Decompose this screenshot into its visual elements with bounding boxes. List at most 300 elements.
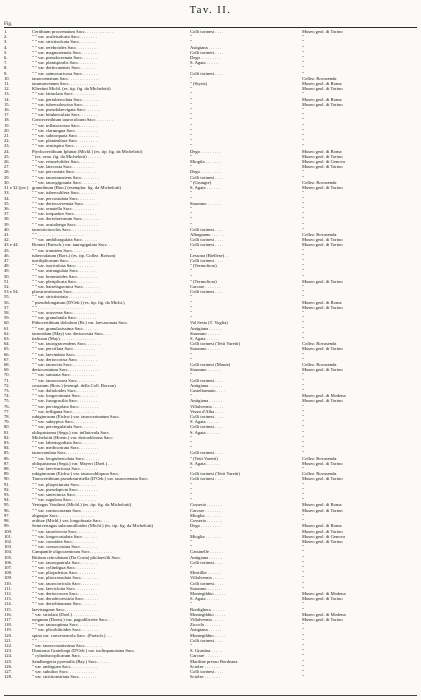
species-name: Sandbergeria pyrenulla (Bay.) Sacc. . . . . . [32, 658, 110, 664]
collection: " [302, 377, 304, 383]
species-name: " " var. suturata Sacc. . . . . . . . . . . [32, 372, 95, 378]
locality: Colli torinesi . . . . [190, 70, 224, 76]
species-name: " " var. transiens Sacc. . . . . . . . . . [32, 247, 94, 253]
collection: " [302, 466, 304, 472]
locality: Colli torinesi . . . . [190, 289, 224, 295]
figure-number: 42. [4, 237, 10, 243]
species-name: italicum (May). . . . . . . . . . . . . . . . [32, 335, 96, 341]
figure-number: 75. [4, 398, 10, 404]
species-name: aliguajar Sacc. . . . . . . . . . . . . . . . [32, 512, 94, 518]
figure-number: 52. [4, 283, 10, 289]
figure-number: 48. [4, 263, 10, 269]
locality: Astigiana . . . . . . [190, 44, 222, 50]
locality: Colli torinesi . . . . [190, 174, 224, 180]
locality: " [190, 39, 192, 45]
figure-number: 71. [4, 377, 10, 383]
collection: Museo geol. di Roma [302, 148, 342, 154]
locality: Montegibbio . . . . . [190, 632, 226, 638]
locality: " [190, 492, 192, 498]
species-name: Ptychocerithium Iphinai (Michl.) (es. tip. fig. da Michelotti) [32, 148, 143, 154]
figure-number: 90. [4, 476, 10, 482]
collection: " [302, 668, 304, 674]
species-name: " " var. longocostalata Sacc. . . . . . . [32, 533, 98, 539]
figure-number: 65. [4, 346, 10, 352]
figure-number: 88. [4, 466, 10, 472]
figure-number: 12. [4, 86, 10, 92]
species-name: Cerithium procrenatum Sacc. . . . . . . . . . . . . [32, 29, 114, 34]
species-name: tuberculatum (Bors.) (es. tip. Collez. Borson) [32, 252, 116, 258]
locality: " [190, 299, 192, 305]
species-name: " " var. fusogracilia Sacc. . . . . . . . . [32, 398, 97, 404]
collection: " [302, 190, 304, 196]
figure-number: 127. [4, 668, 13, 674]
locality: " [190, 538, 192, 544]
species-name: " " var. conoidea Sacc. . . . . . . . . . [32, 538, 95, 544]
collection: " [302, 429, 304, 435]
collection: Museo geol. di Torino [302, 304, 343, 310]
species-name: " cylindracoplicatum Sacc. . . . . . . . . . [32, 653, 103, 659]
species-name: rubiginosum (Eichw.) var. taurocarinatum Sacc. [32, 414, 120, 420]
figure-number: 87. [4, 460, 10, 466]
figure-number: 5. [4, 49, 8, 55]
collection: Museo geol. di Roma [302, 523, 342, 529]
locality: " [190, 86, 192, 92]
species-name: " " var. dertobitaurata Sacc. . . . . . . [32, 601, 97, 607]
locality: S. Giustina . . . . . [190, 648, 222, 654]
locality: Montegibbio . . . . . [190, 611, 226, 617]
locality: " [190, 91, 192, 97]
locality: " [190, 481, 192, 487]
locality: " [190, 356, 192, 362]
species-name: dertocostatum Sacc. . . . . . . . . . . . . . [32, 367, 99, 373]
locality: Cosseria . . . . . . . [190, 518, 222, 524]
species-name: Micheloitti (Hoern.) var. dertoobloona Sacc. [32, 434, 114, 440]
species-name: granulinum (Bon.) (esemplar. fig. da Michelotti) [32, 185, 122, 191]
locality: " (Termofiora) [190, 278, 217, 284]
species-name: " " var. taurocrosea Sacc. . . . . . . . . [32, 377, 97, 383]
locality: " [190, 393, 192, 399]
locality: " [190, 528, 192, 534]
species-name: " " var. tuberculifera Sacc. . . . . . . . [32, 190, 97, 196]
figure-number: 117. [4, 616, 12, 622]
figure-number: 41. [4, 231, 10, 237]
locality: Colli torinesi . . . . [190, 237, 224, 243]
locality: Villalvernia . . . . . [190, 616, 224, 622]
collection: " [302, 481, 304, 487]
collection: " [302, 283, 304, 289]
species-name: " " var. taurotransiens Sacc. . . . . . . . [32, 174, 99, 180]
figure-number: 124. [4, 653, 13, 659]
species-name: obliquistoma (Segu.) var. inflatovala Sacc. [32, 429, 111, 435]
figure-number: 102. [4, 538, 13, 544]
locality: Colli torinesi . . . . [190, 637, 224, 643]
collection: Museo geol. di Torino [302, 616, 343, 622]
locality: Cosseria . . . . . . . [190, 502, 222, 508]
locality: Albugnano . . . . . . [190, 231, 225, 237]
species-name: " " var. pliocrassulata Sacc. . . . . . . . [32, 575, 99, 581]
species-name: taurotriciocolos Sacc. . . . . . . . . . . . . [32, 226, 100, 232]
locality: Villalvernia . . . . . [190, 403, 224, 409]
species-name: " " var. pseudocrenata Sacc. . . . . . . [32, 55, 97, 61]
figure-number: 22. [4, 138, 10, 144]
fig-column-header: Fig. [4, 21, 13, 27]
species-name: " var. taurocostatissima Sacc. . . . . . . . [32, 642, 102, 648]
locality: Mioglia . . . . . . . [190, 512, 221, 518]
species-name: " " var. latecosta Sacc. . . . . . . . . . [32, 164, 94, 170]
collection: Museo geol. di Modena [302, 590, 346, 596]
species-name: " " var. crassocostata Sacc. . . . . . . . [32, 544, 98, 550]
species-name: Kliestini Michl. (es. tip. fig. da Michelotti) [32, 86, 111, 92]
collection: " [302, 382, 304, 388]
collection: " [302, 138, 304, 144]
figure-number: 98. [4, 518, 10, 524]
collection: " [302, 268, 304, 274]
locality: Colli torinesi . . . . [190, 476, 224, 482]
locality: " [190, 153, 192, 159]
locality: " [190, 440, 192, 446]
figure-number: 26. [4, 159, 10, 165]
species-name: " " var. percingulatula Sacc. . . . . . . [32, 424, 97, 430]
species-name: " " var. pseudopicta Sacc. . . . . . . . . [32, 486, 98, 492]
figure-number: 120. [4, 632, 13, 638]
locality: " [190, 190, 192, 196]
species-name: " " var. dertocoscen Sacc. . . . . . . . . [32, 590, 98, 596]
locality: " (Tetti Varetti) [190, 455, 218, 461]
figure-number: 47. [4, 257, 10, 263]
collection: Collez. Rovasenda [302, 341, 337, 347]
species-name: " " var. laberisgodiata Sacc. . . . . . . [32, 440, 97, 446]
collection: " [302, 335, 304, 341]
locality: Colli torinesi . . . . [190, 49, 224, 55]
collection: " [302, 497, 304, 503]
locality: Antigiana . . . . . . [190, 554, 222, 560]
figure-number: 15. [4, 101, 10, 107]
collection: " [302, 564, 304, 570]
figure-number: 21. [4, 133, 10, 139]
collection: Museo geol. di Roma [302, 299, 342, 305]
collection: " [302, 205, 304, 211]
locality: Lessona (Biellese) . . [190, 252, 229, 258]
figure-number: 14. [4, 96, 10, 102]
collection: " [302, 674, 304, 680]
locality: Carcare . . . . . . . [190, 507, 221, 513]
locality: Sciolze . . . . . . . [190, 674, 220, 680]
species-name: " " var. cylindrgua Sacc. . . . . . . . . [32, 564, 95, 570]
figure-number: 122. [4, 642, 13, 648]
figure-number: 35. [4, 200, 10, 206]
species-name: " (es. orna. fig. da Michelotti) . . . . . . [32, 153, 101, 159]
figure-number: 107. [4, 564, 13, 570]
locality: Colli torinesi . . . . [190, 29, 224, 34]
figure-number: 19. [4, 122, 10, 128]
species-name: " var. strictionstriata Sacc. . . . . . . . [32, 674, 97, 680]
species-name: " " var. taurogigounia Sacc. . . . . . . . [32, 179, 99, 185]
figure-number: 9. [4, 70, 8, 76]
species-name: " var. ambiguea Sacc. . . . . . . . . . . . [32, 663, 98, 669]
species-name: taurosdum (May) var. dertocostia Sacc. . . . [32, 330, 112, 336]
species-name: " " var. torquatior Sacc. . . . . . . . . . [32, 211, 96, 217]
figure-number: 121. [4, 637, 13, 643]
figure-number: 58. [4, 309, 10, 315]
locality: " [190, 143, 192, 149]
species-name: " " var. inflatocrosea Sacc. . . . . . . . [32, 122, 97, 128]
figure-number: 114. [4, 601, 12, 607]
locality: Vezza d'Alba . . . . [190, 408, 224, 414]
collection: Museo geol. di Torino [302, 476, 343, 482]
collection: " [302, 445, 304, 451]
figure-number: 91. [4, 481, 10, 487]
figure-number: 34. [4, 195, 10, 201]
collection: Collez. Rovasenda [302, 179, 337, 185]
locality: Ziccola . . . . . . . [190, 622, 220, 628]
collection: " [302, 351, 304, 357]
species-name: " " var. ornatella Sacc. . . . . . . . . . [32, 205, 94, 211]
locality: Colli torinesi . . . . [190, 559, 224, 565]
figure-number: 78. [4, 414, 10, 420]
species-name: " " var. laevicloita Sacc. . . . . . . . . [32, 585, 95, 591]
species-name: Vertagus Vouthosi (Michl.) (es. tip. fig. da Michelotti) [32, 502, 132, 508]
locality: Villalvernia . . . . . [190, 575, 224, 581]
locality: Colli torinesi . . . . [190, 580, 224, 586]
locality: " [190, 96, 192, 102]
collection: Museo geol. di Genova [302, 533, 345, 539]
species-name: " " var. acusveza Sacc. . . . . . . . . . . [32, 309, 97, 315]
collection: " [302, 112, 304, 118]
species-name: " " . . . . . . . . . . . . . . . . . . . . [32, 637, 83, 643]
species-name: " " var. latiuclata Sacc. . . . . . . . . . [32, 91, 95, 97]
collection: " [302, 653, 304, 659]
collection: " [302, 169, 304, 175]
collection: " [302, 434, 304, 440]
figure-number: 7. [4, 60, 8, 66]
locality: Antigiana . . . . . . [190, 382, 222, 388]
locality: S. Agata . . . . . . [190, 460, 220, 466]
collection: " [302, 289, 304, 295]
species-name: " " var. percostulata Sacc. . . . . . . . [32, 195, 96, 201]
collection: " [302, 44, 304, 50]
locality: S. Agata . . . . . . [190, 419, 220, 425]
species-name: Campanile oligocaenicum Sacc. . . . . . . . . . [32, 549, 112, 555]
figure-number: 106. [4, 559, 13, 565]
locality: " [190, 601, 192, 607]
species-name: " " var. tauroquatrula Sacc. . . . . . . . [32, 559, 98, 565]
figure-number: 1. [4, 29, 8, 34]
collection: " [302, 330, 304, 336]
figure-number: 28. [4, 169, 10, 175]
legend-row [0, 674, 421, 679]
locality: Carcare . . . . . . . [190, 283, 221, 289]
species-name: " " var. percingolata Sacc. . . . . . . . . [32, 403, 99, 409]
species-name: " " var. pertubercolata Sacc. . . . . . . . [32, 96, 100, 102]
header-rule [4, 27, 417, 28]
collection: Museo geol. di Torino [302, 101, 343, 107]
locality: " [190, 34, 192, 40]
locality: Stazzano . . . . . . [190, 346, 221, 352]
locality: Colli torinesi (Monte) [190, 362, 231, 367]
figure-number: 95. [4, 502, 10, 508]
locality: Colli torinesi . . . . [190, 450, 224, 456]
figure-number: 97. [4, 512, 10, 518]
collection: Collez. Rovasenda [302, 362, 337, 367]
collection: " [302, 570, 304, 576]
species-name: " " var. ambiliragulata Sacc. . . . . . . [32, 237, 98, 243]
figure-number: 68. [4, 362, 10, 367]
figure-number: 61. [4, 325, 10, 331]
locality: Colli torinesi . . . . [190, 257, 224, 263]
collection: " [302, 492, 304, 498]
collection: " [302, 70, 304, 76]
collection: Museo geol. di Modena [302, 393, 346, 399]
species-name: " " var. aculeisulcata Sacc. . . . . . . . [32, 34, 97, 40]
collection: " [302, 91, 304, 97]
collection: Museo geol. di Torino [302, 367, 343, 373]
species-name: Bittium reticulatum (Da Costa) pliolaevilli Sacc. [32, 554, 122, 560]
species-name: " pseudolongatum (D'Orb.) (es. tip. fig. da Micht.) [32, 299, 125, 305]
figure-number: 126. [4, 663, 13, 669]
locality: Sciolze . . . . . . . [190, 663, 220, 669]
species-name: taurmarvenum Sacc. . . . . . . . . . . . . . [32, 81, 100, 87]
species-name: Concecerithium taurocoloum Sacc. . . . . . . . [32, 117, 113, 123]
figure-number: 50. [4, 273, 10, 279]
figure-number: 128. [4, 674, 13, 680]
collection: " [302, 315, 304, 321]
figure-number: 110. [4, 580, 12, 586]
collection: " [302, 606, 304, 612]
species-name: " " var. acutispira Sacc. . . . . . . . . . [32, 143, 96, 149]
figure-number: 100. [4, 528, 13, 534]
locality: " [190, 164, 192, 170]
collection: Museo geol. di Roma [302, 502, 342, 508]
locality: Colli torinesi . . . . [190, 377, 224, 383]
collection: Museo geol. di Torino [302, 185, 343, 191]
collection: " [302, 632, 304, 638]
species-name: " " var. bituberculata Sacc. . . . . . . . [32, 112, 97, 118]
figure-number: 99. [4, 523, 10, 529]
figure-number: 125. [4, 658, 13, 664]
locality: " [190, 65, 192, 71]
plate-legend-list [0, 29, 421, 679]
species-name: Bronni (Partsch.) var. taurogigulata Sacc. . . [32, 242, 113, 248]
locality: S. Agata . . . . . . [190, 60, 220, 66]
collection: Museo geol. di Torino [302, 538, 343, 544]
collection: Collez. Rovasenda [302, 455, 337, 461]
figure-number: 25. [4, 153, 10, 159]
figure-number: 69. [4, 367, 10, 373]
locality: " [190, 133, 192, 139]
locality: Colli torinesi . . . . [190, 414, 224, 420]
locality: Castellarmato . . . . [190, 388, 225, 394]
collection: " [302, 294, 304, 300]
figure-number: 101. [4, 533, 13, 539]
figure-number: 112. [4, 590, 12, 596]
species-name: " " var. pliopicturata Sacc. . . . . . . . [32, 481, 97, 487]
figure-number: 49. [4, 268, 10, 274]
species-name: taurocrenatum Sacc. . . . . . . . . . . . . . [32, 75, 100, 81]
locality: Stazzano . . . . . . [190, 200, 221, 206]
figure-number: 30. [4, 179, 10, 185]
species-name: obliquistoma (Segu.) var. Mayeri (Doel.) . . [32, 460, 112, 466]
locality: Dego . . . . . . . . . [190, 523, 221, 529]
figure-number: 57. [4, 304, 10, 310]
collection: " [302, 580, 304, 586]
species-name: orditae (Michl.) var. longofusata Sacc. . . . [32, 518, 110, 524]
species-name: " var. striolata (Doel.) . . . . . . . . . . [32, 611, 95, 617]
collection: " [302, 388, 304, 394]
locality: Stazzano . . . . . . [190, 330, 221, 336]
species-name: " " var. turriculosa Sacc. . . . . . . . [32, 263, 93, 269]
locality: " [190, 221, 192, 227]
collection: " [302, 549, 304, 555]
figure-number: 72. [4, 382, 10, 388]
species-name: " " var. clarumgua Sacc. . . . . . . . . . [32, 127, 97, 133]
species-name: " " var. laevindata Sacc. . . . . . . . . . [32, 351, 97, 357]
figure-number: 2. [4, 34, 8, 40]
species-name: " " var. infligana Sacc. . . . . . . . . . [32, 408, 94, 414]
locality: " [190, 564, 192, 570]
figure-number: 74. [4, 393, 10, 399]
figure-number: 84. [4, 445, 10, 451]
collection: " [302, 39, 304, 45]
figure-number: 116. [4, 611, 12, 617]
locality: " [190, 497, 192, 503]
figure-number: 109. [4, 575, 13, 581]
species-name: Tiarocerithium pseudoturritella (D'Orb.) var. taurocrenata Sacc. [32, 476, 149, 482]
species-name: " " var. subtorquata Sacc. . . . . . . . . . [32, 133, 100, 139]
species-name: " " var. retusefolides Sacc. . . . . . . . [32, 159, 97, 165]
figure-number: 51. [4, 278, 10, 284]
figure-number: 123. [4, 648, 13, 654]
locality: " [190, 122, 192, 128]
collection: " [302, 143, 304, 149]
locality: " [190, 107, 192, 113]
species-name: " " var. longocrtniuta Sacc. . . . . . . . [32, 393, 98, 399]
locality: Cassinelle . . . . . . [190, 549, 223, 555]
figure-number: 24. [4, 148, 10, 154]
figure-number: 60. [4, 320, 10, 326]
collection: Museo geol. di Torino [302, 528, 343, 534]
collection: " [302, 356, 304, 362]
collection: " [302, 263, 304, 269]
collection: " [302, 273, 304, 279]
collection: Collez. Rovasenda [302, 75, 337, 81]
species-name: Diastoma Grateloupi (D'Orb.) var. inclinpanoisina Sacc. [32, 648, 136, 654]
figure-number: 77. [4, 408, 10, 414]
figure-number: 38. [4, 216, 10, 222]
figure-number: 37. [4, 211, 10, 217]
species-name: " " var. sintecincta Sacc. . . . . . . . . [32, 492, 95, 498]
collection: Collez. Rovasenda [302, 471, 337, 477]
figure-number: 96. [4, 507, 10, 513]
figure-number: 6. [4, 55, 8, 61]
figure-number: 63. [4, 335, 10, 341]
collection: Museo geol. di Roma [302, 96, 342, 102]
species-name: " " var. tuberculoscina Sacc. . . . . . . [32, 101, 98, 107]
species-name: " " var. taurocirricula Sacc. . . . . . . . [32, 580, 98, 586]
collection: " [302, 320, 304, 326]
collection: " [302, 221, 304, 227]
collection: Museo geol. di Torino [302, 398, 343, 404]
locality: Bordighera . . . . . . [190, 606, 225, 612]
page-title: Tav. II. [189, 5, 232, 16]
collection: Museo geol. di Genova [302, 159, 345, 165]
species-name: " " var. leogtubercolata Sacc. . . . . . . [32, 455, 100, 461]
locality: " [190, 445, 192, 451]
figure-number: 67. [4, 356, 10, 362]
bottom-rule [4, 695, 417, 696]
locality: " [190, 315, 192, 321]
collection: " [302, 408, 304, 414]
species-name: " " var. subtypica Sacc. . . . . . . . . . [32, 419, 96, 425]
